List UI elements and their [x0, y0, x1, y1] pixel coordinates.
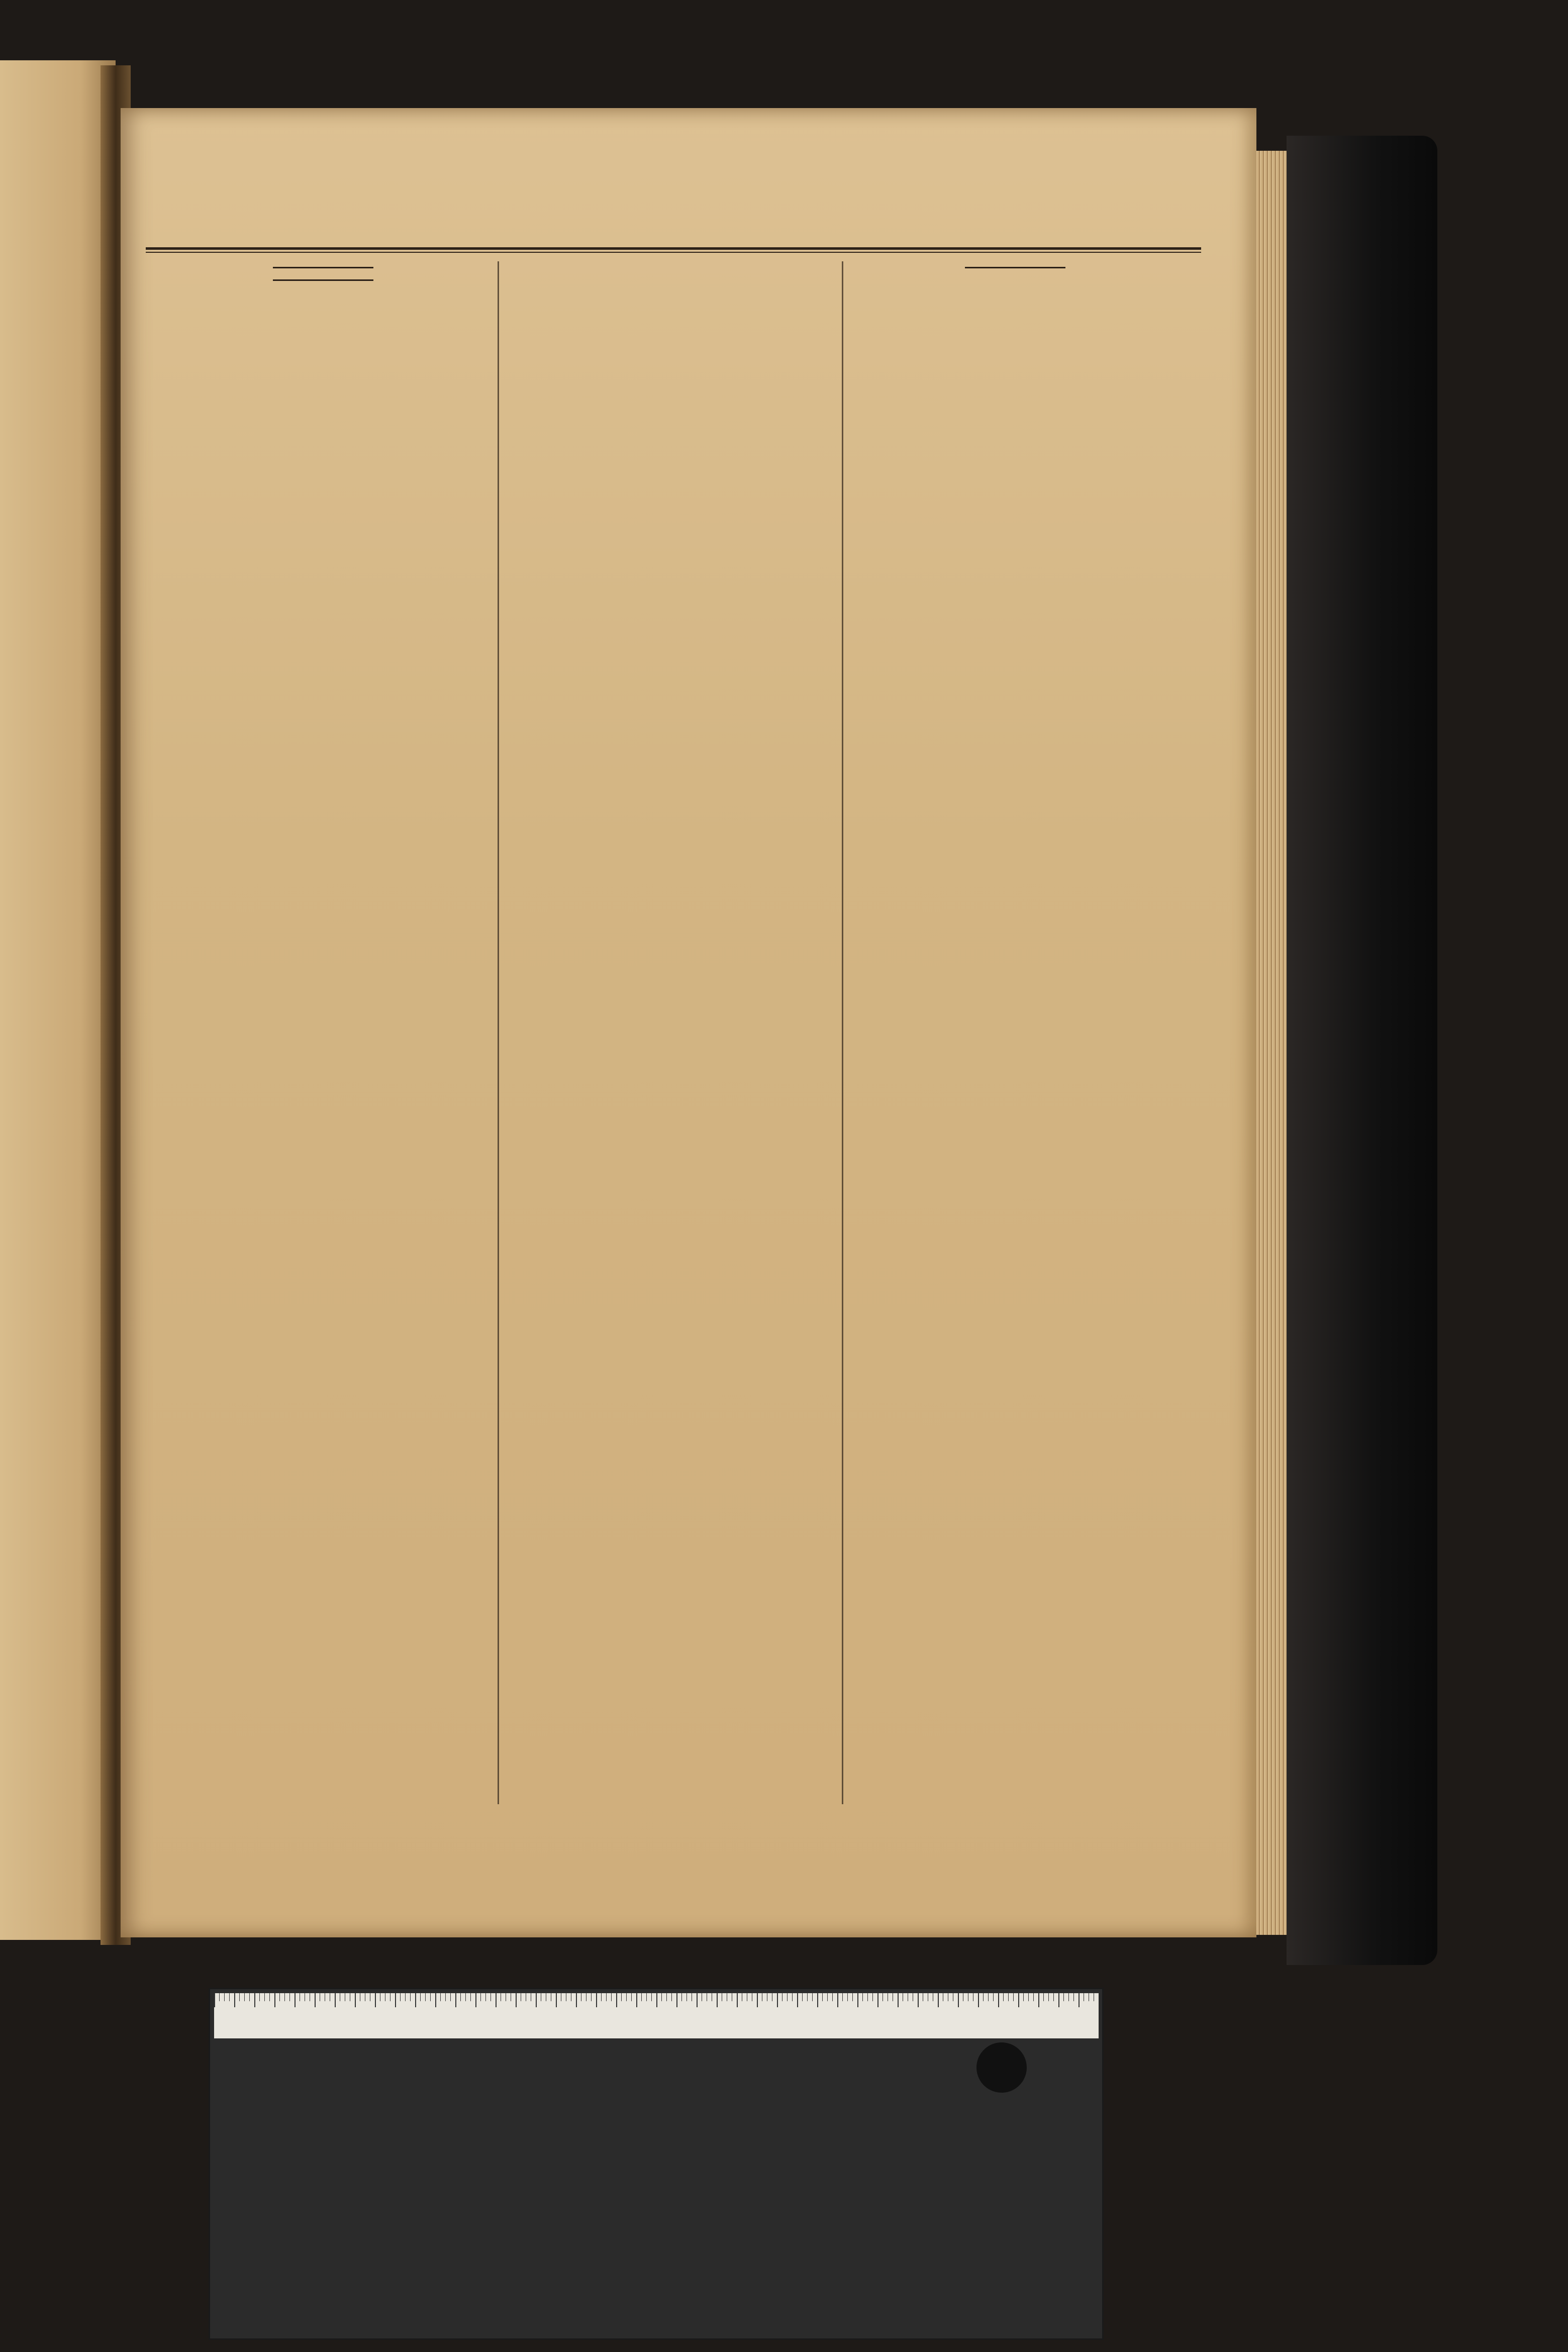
- colour-labels: [214, 2085, 1099, 2110]
- header-rule-thin: [146, 252, 1201, 253]
- text-column-3: [852, 259, 1179, 1812]
- colour-chart: [209, 1988, 1104, 2340]
- header-rule: [146, 247, 1201, 250]
- section-separator: [965, 267, 1065, 268]
- column-divider-1: [498, 261, 499, 1804]
- left-page-text-fragment: [3, 186, 111, 1910]
- column-divider-2: [842, 261, 843, 1804]
- swatch-row-dark: [214, 2215, 1099, 2333]
- section-separator: [273, 279, 373, 281]
- left-facing-page: [0, 60, 116, 1940]
- book-binding: [1287, 136, 1437, 1965]
- section-separator: [273, 267, 373, 268]
- swatch-row-light: [214, 2112, 1099, 2213]
- text-column-2: [508, 259, 834, 1812]
- text-column-1: [160, 259, 486, 1812]
- measurement-ruler: [214, 1993, 1099, 2038]
